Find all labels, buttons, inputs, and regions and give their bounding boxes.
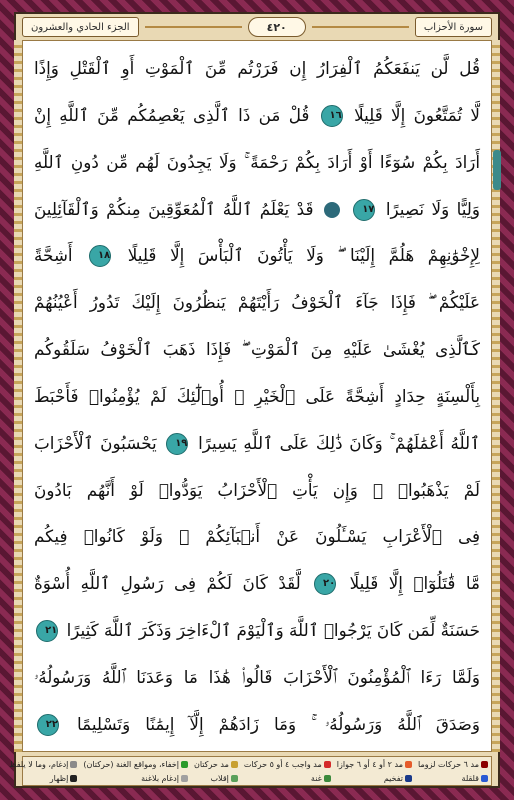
legend-swatch-icon bbox=[481, 761, 488, 768]
legend-label: تفخيم bbox=[383, 773, 403, 783]
legend-item bbox=[334, 757, 415, 771]
page-header bbox=[22, 16, 492, 38]
juz-label: الجزء الحادي والعشرون bbox=[22, 17, 139, 37]
legend-item bbox=[415, 771, 491, 785]
legend-label: قلقلة bbox=[461, 773, 479, 783]
ayah-number-marker: ٢١ bbox=[36, 620, 58, 642]
legend-swatch-icon bbox=[481, 775, 488, 782]
verse-line: حَسَنَةٌ لِّمَن كَانَ يَرْجُوا۟ ٱللَّهَ وَٱلْيَوْمَ ٱلْءَاخِرَ وَذَكَرَ ٱللَّهَ كَثِيرًا ٢١ bbox=[34, 608, 480, 652]
page-number: ٤٢٠ bbox=[248, 17, 306, 37]
legend-swatch-icon bbox=[231, 775, 238, 782]
surah-name: سورة الأحزاب bbox=[415, 17, 492, 37]
header-ornament bbox=[145, 26, 242, 28]
legend-swatch-icon bbox=[324, 761, 331, 768]
legend-label: مد ٦ حركات لزوما bbox=[418, 759, 479, 769]
verse-line: عَلَيْكُمْ ۖ فَإِذَا جَآءَ ٱلْخَوْفُ رَأَيْتَهُمْ يَنظُرُونَ إِلَيْكَ تَدُورُ أَعْيُنُهُمْ bbox=[34, 292, 480, 313]
ayah-number-marker: ١٨ bbox=[89, 245, 111, 267]
ayah-number-marker: ٢٠ bbox=[314, 573, 336, 595]
verse-line: كَٱلَّذِى يُغْشَىٰ عَلَيْهِ مِنَ ٱلْمَوْتِ ۖ فَإِذَا ذَهَبَ ٱلْخَوْفُ سَلَقُوكُم bbox=[34, 339, 480, 360]
legend-item bbox=[80, 771, 191, 785]
verse-line: وَلَمَّا رَءَا ٱلْمُؤْمِنُونَ ٱلْأَحْزَابَ قَالُوا۟ هَٰذَا مَا وَعَدَنَا ٱللَّهُ وَرَسُولُهُۥ bbox=[34, 666, 480, 687]
legend-item bbox=[241, 757, 334, 771]
legend-item bbox=[80, 757, 191, 771]
ayah-number-marker: ١٦ bbox=[321, 105, 343, 127]
verse-line: لِإِخْوَٰنِهِمْ هَلُمَّ إِلَيْنَا ۖ وَلَا يَأْتُونَ ٱلْبَأْسَ إِلَّا قَلِيلًا ١٨ أَشِحَّةً bbox=[34, 245, 480, 266]
legend-label: غنة bbox=[310, 773, 322, 783]
verse-lines bbox=[34, 46, 480, 746]
verse-line: قُل لَّن يَنفَعَكُمُ ٱلْفِرَارُ إِن فَرَرْتُم مِّنَ ٱلْمَوْتِ أَوِ ٱلْقَتْلِ وَإِذًا bbox=[34, 58, 480, 78]
margin-ornament-left bbox=[14, 40, 22, 752]
legend-item bbox=[6, 757, 80, 771]
verse-line: لَّا تُمَتَّعُونَ إِلَّا قَلِيلًا ١٦ قُلْ مَن ذَا ٱلَّذِى يَعْصِمُكُم مِّنَ ٱللَّهِ إِنْ bbox=[34, 104, 480, 125]
legend-label: مد واجب ٤ أو ٥ حركات bbox=[243, 759, 322, 769]
legend-label: إدغام بلاغنة bbox=[141, 773, 179, 783]
verse-line: فِى ٱلْأَعْرَابِ يَسْـَٔلُونَ عَنْ أَنۢبَآئِكُمْ ۖ وَلَوْ كَانُوا۟ فِيكُم bbox=[34, 526, 480, 547]
legend-label: إدغام، وما لا يلفظ bbox=[9, 759, 69, 769]
legend-swatch-icon bbox=[231, 761, 238, 768]
legend-swatch-icon bbox=[70, 775, 77, 782]
rub-el-hizb-icon bbox=[324, 202, 340, 218]
legend-label: إقلاب bbox=[210, 773, 229, 783]
legend-label: مد حركتان bbox=[193, 759, 229, 769]
header-ornament bbox=[312, 26, 409, 28]
ayah-number-marker: ١٩ bbox=[166, 433, 188, 455]
verse-line: لَمْ يَذْهَبُوا۟ ۖ وَإِن يَأْتِ ٱلْأَحْزَابُ يَوَدُّوا۟ لَوْ أَنَّهُم بَادُونَ bbox=[34, 479, 480, 500]
ayah-number-marker: ٢٢ bbox=[37, 714, 59, 736]
legend-swatch-icon bbox=[70, 761, 77, 768]
legend-label: مد ٢ أو ٤ أو ٦ جوازا bbox=[336, 759, 403, 769]
hizb-marker-icon bbox=[493, 150, 501, 190]
legend-swatch-icon bbox=[405, 775, 412, 782]
verse-line: وَصَدَقَ ٱللَّهُ وَرَسُولُهُۥ ۚ وَمَا زَادَهُمْ إِلَّآ إِيمَٰنًا وَتَسْلِيمًا ٢٢ bbox=[34, 702, 480, 746]
margin-ornament-right bbox=[492, 40, 500, 752]
legend-item bbox=[191, 757, 241, 771]
legend-label: إظهار bbox=[49, 773, 69, 783]
tajweed-legend bbox=[9, 756, 492, 786]
ayah-number-marker: ١٧ bbox=[353, 199, 375, 221]
verse-line: مَّا قَٰتَلُوٓا۟ إِلَّا قَلِيلًا ٢٠ لَّقَدْ كَانَ لَكُمْ فِى رَسُولِ ٱللَّهِ أُسْوَةٌ bbox=[34, 573, 480, 594]
legend-swatch-icon bbox=[324, 775, 331, 782]
legend-item bbox=[6, 771, 80, 785]
legend-swatch-icon bbox=[405, 761, 412, 768]
verse-line: أَرَادَ بِكُمْ سُوٓءًا أَوْ أَرَادَ بِكُمْ رَحْمَةً ۚ وَلَا يَجِدُونَ لَهُم مِّن دُونِ ٱللَّهِ bbox=[34, 151, 480, 172]
legend-item bbox=[334, 771, 415, 785]
legend-item bbox=[241, 771, 334, 785]
legend-label: إخفاء، ومواقع الغنة (حركتان) bbox=[83, 759, 179, 769]
legend-swatch-icon bbox=[181, 775, 188, 782]
legend-swatch-icon bbox=[181, 761, 188, 768]
legend-item bbox=[191, 771, 241, 785]
verse-line: وَلِيًّا وَلَا نَصِيرًا ١٧ قَدْ يَعْلَمُ ٱللَّهُ ٱلْمُعَوِّقِينَ مِنكُمْ وَٱلْقَآئِلِينَ bbox=[34, 198, 481, 219]
verse-line: بِأَلْسِنَةٍ حِدَادٍ أَشِحَّةً عَلَى ٱلْخَيْرِ ۚ أُو۟لَٰٓئِكَ لَمْ يُؤْمِنُوا۟ فَأَحْبَطَ bbox=[34, 385, 480, 406]
legend-item bbox=[415, 757, 491, 771]
verse-line: ٱللَّهُ أَعْمَٰلَهُمْ ۚ وَكَانَ ذَٰلِكَ عَلَى ٱللَّهِ يَسِيرًا ١٩ يَحْسَبُونَ ٱلْأَحْزَابَ bbox=[34, 432, 481, 453]
